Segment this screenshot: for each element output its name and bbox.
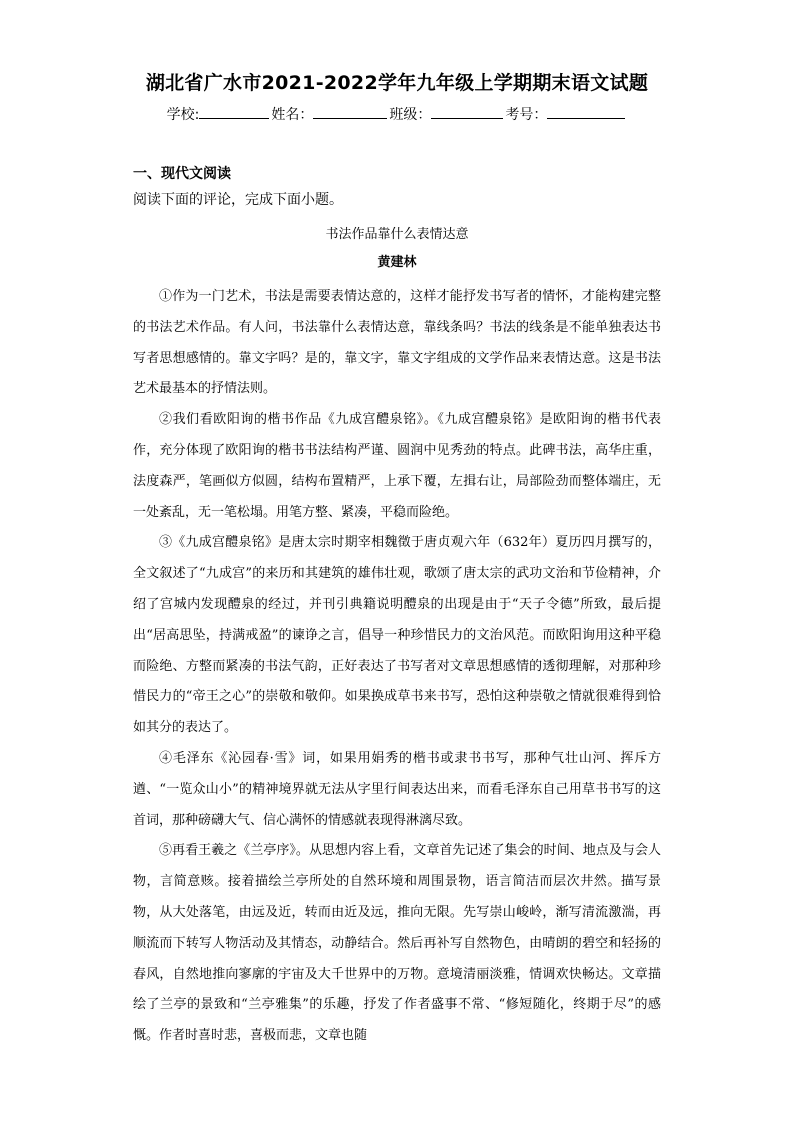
name-label: 姓名： xyxy=(271,107,314,123)
school-blank xyxy=(199,103,269,119)
paragraph-3: ③《九成宫醴泉铭》是唐太宗时期宰相魏徵于唐贞观六年（632年）夏历四月撰写的，全文叙述了“九成宫”的来历和其建筑的雄伟壮观，歌颂了唐太宗的武功文治和节俭精神，介绍了宫城内发现醴泉的经过，并刊引典籍说明醴泉的出现是由于“天子令德”所致，最后提出“居高思坠，持满戒盈”的谏诤之言，倡导一种珍惜民力的文治风范。而欧阳询用这种平稳而险绝、方整而紧凑的书法气韵，正好表达了书写者对文章思想感情的透彻理解，对那种珍惜民力的“帝王之心”的崇敬和敬仰。如果换成草书来书写，恐怕这种崇敬之情就很难得到恰如其分的表达了。 xyxy=(133,535,661,736)
document-title: 湖北省广水市2021-2022学年九年级上学期期末语文试题 xyxy=(145,72,649,94)
paragraph-4: ④毛泽东《沁园春·雪》词，如果用娟秀的楷书或隶书书写，那种气壮山河、挥斥方遒、“一览众山小”的精神境界就无法从字里行间表达出来，而看毛泽东自己用草书书写的这首词，那种磅礴大气、信心满怀的情感就表现得淋漓尽致。 xyxy=(133,750,661,828)
article-author: 黄建林 xyxy=(377,255,417,270)
paragraph-1: ①作为一门艺术，书法是需要表情达意的，这样才能抒发书写者的情怀，才能构建完整的书法艺术作品。有人问，书法靠什么表情达意，靠线条吗？书法的线条是不能单独表达书写者思想感情的。靠文字吗？是的，靠文字，靠文字组成的文学作品来表情达意。这是书法艺术最基本的抒情法则。 xyxy=(133,289,661,397)
class-label: 班级： xyxy=(389,107,432,123)
name-blank xyxy=(313,103,387,119)
exam-number-label: 考号： xyxy=(505,107,548,123)
student-info-line xyxy=(0,103,794,125)
section-heading: 一、现代文阅读 xyxy=(133,166,231,182)
article-body xyxy=(133,282,661,1052)
article-title: 书法作品靠什么表情达意 xyxy=(325,227,469,242)
school-label: 学校: xyxy=(166,107,200,123)
paragraph-2: ②我们看欧阳询的楷书作品《九成宫醴泉铭》。《九成宫醴泉铭》是欧阳询的楷书代表作，充分体现了欧阳询的楷书书法结构严谨、圆润中见秀劲的特点。此碑书法，高华庄重，法度森严，笔画似方似圆，结构布置精严，上承下覆，左揖右让，局部险劲而整体端庄，无一处紊乱，无一笔松塌。用笔方整、紧凑，平稳而险绝。 xyxy=(133,412,661,520)
section-instruction: 阅读下面的评论，完成下面小题。 xyxy=(133,192,343,208)
class-blank xyxy=(431,103,503,119)
exam-number-blank xyxy=(547,103,625,119)
paragraph-5: ⑤再看王羲之《兰亭序》。从思想内容上看，文章首先记述了集会的时间、地点及与会人物，言简意赅。接着描绘兰亭所处的自然环境和周围景物，语言简洁而层次井然。描写景物，从大处落笔，由远及近，转而由近及远，推向无限。先写崇山峻岭，渐写清流激湍，再顺流而下转写人物活动及其情态，动静结合。然后再补写自然物色，由晴朗的碧空和轻扬的春风，自然地推向寥廓的宇宙及大千世界中的万物。意境清丽淡雅，情调欢快畅达。文章描绘了兰亭的景致和“兰亭雅集”的乐趣，抒发了作者盛事不常、“修短随化，终期于尽”的感慨。作者时喜时悲，喜极而悲，文章也随 xyxy=(133,843,661,1044)
